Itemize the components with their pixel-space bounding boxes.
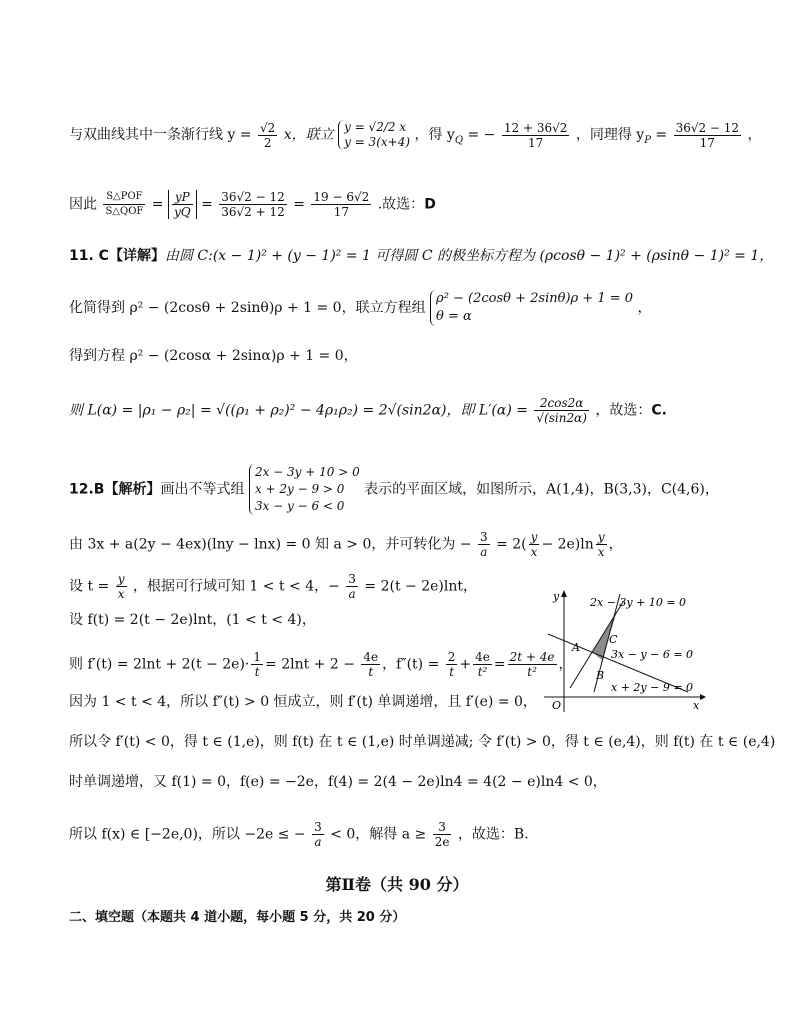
point-a-label: A: [572, 641, 580, 654]
x-axis-label: x: [693, 699, 700, 712]
fraction: $\frac{36√2 - 12}{17}$: [675, 120, 740, 150]
fraction: $\frac{2\cos 2\alpha}{√(\sin 2\alpha)}$: [536, 396, 587, 425]
fraction: $\frac{4e}{t}$: [363, 650, 379, 679]
fraction: $\frac{3}{a}$: [314, 820, 322, 849]
question-number: 11. C【详解】: [69, 248, 165, 264]
line-4: 化简得到 ρ² − (2cosθ + 2sinθ)ρ + 1 = 0，联立方程组 ρ² − (2cosθ + 2sinθ)ρ + 1 = 0 θ = α ，: [69, 291, 652, 324]
absolute-value: [168, 190, 197, 219]
line-8: 由 3x + a(2y − 4ex)(lny − lnx) = 0 知 a > 0，并可转化为 − $\frac{3}{a}$ = 2( $\frac{y}{x}$ − 2e)ln $\frac{y}{x}$ ，: [69, 530, 623, 559]
y-axis-arrow: [561, 590, 567, 597]
part-title: 第Ⅱ卷（共 90 分）: [325, 875, 469, 894]
fraction: $\frac{y}{x}$: [117, 572, 125, 601]
line-13: 所以令 f′(t) < 0，得 t ∈ (1,e)，则 f(t) 在 t ∈ (1,e) 时单调递减; 令 f′(t) > 0，得 t ∈ (e,4)，则 f(t) 在 t ∈ (e,4): [69, 734, 776, 750]
fraction: $\frac{3}{a}$: [480, 530, 488, 559]
fraction: $\frac{2}{t}$: [447, 650, 456, 679]
answer-label: C.: [651, 402, 667, 419]
fraction: $\frac{2t + 4e}{\text{t²}}$: [509, 650, 555, 679]
equation-system: 2x − 3y + 10 > 0 x + 2y − 9 > 0 3x − y − 6 < 0: [249, 464, 360, 515]
line-15: 所以 f(x) ∈ [−2e,0)，所以 −2e ≤ − $\frac{3}{a}$ < 0，解得 a ≥ $\frac{3}{2e}$ ，故选：B.: [69, 820, 529, 849]
line-label-1: 2x − 3y + 10 = 0: [590, 596, 687, 609]
fraction: $\frac{1}{t}$: [253, 650, 262, 679]
fraction: $\frac{√2}{2}$: [260, 120, 276, 150]
line-label-3: x + 2y − 9 = 0: [611, 681, 694, 694]
line-11: 则 f′(t) = 2lnt + 2(t − 2e)· $\frac{1}{t}$ = 2lnt + 2 − $\frac{4e}{t}$ ，f″(t) = $\frac{2}{t}$ + $\frac{4e}{\text{t²}}$ = $\frac{2t + 4e}{\text{t²}}$ ，: [69, 650, 573, 679]
line-6: 则 L(α) = |ρ₁ − ρ₂| = √((ρ₁ + ρ₂)² − 4ρ₁ρ₂) = 2√(sin2α)，即 L′(α) = $\frac{2\cos 2\alpha}{√(\sin 2\alpha)}$ ，故选：C.: [69, 396, 667, 425]
feasible-region-figure: [540, 588, 710, 718]
section-heading: 二、填空题（本题共 4 道小题，每小题 5 分，共 20 分）: [69, 910, 406, 925]
line-5: 得到方程 ρ² − (2cosα + 2sinα)ρ + 1 = 0，: [69, 348, 358, 364]
point-b-label: B: [596, 669, 605, 682]
point-c-label: C: [609, 633, 618, 646]
fraction: $\frac{yP}{yQ}$: [173, 190, 191, 219]
fraction: $\frac{36√2 - 12}{36√2 + 12}$: [221, 190, 285, 219]
origin-label: O: [552, 699, 562, 712]
line-3: 11. C【详解】由圆 C:(x − 1)² + (y − 1)² = 1 可得圆 C 的极坐标方程为 (ρcosθ − 1)² + (ρsinθ − 1)² = 1，: [69, 248, 774, 264]
fraction: $\frac{\text{S△POF}}{\text{S△QOF}}$: [105, 191, 144, 217]
line-label-2: 3x − y − 6 = 0: [611, 648, 694, 661]
line-7: 12.B【解析】画出不等式组 2x − 3y + 10 > 0 x + 2y − 9 > 0 3x − y − 6 < 0 表示的平面区域，如图所示，A(1,4)，B(3,3)，C(4,6)，: [69, 465, 719, 513]
fraction: $\frac{y}{x}$: [530, 530, 538, 559]
fraction: $\frac{y}{x}$: [597, 530, 605, 559]
y-axis-label: y: [553, 590, 560, 603]
line-2: 因此 $\frac{\text{S△POF}}{\text{S△QOF}}$ = $\frac{yP}{yQ}$ = $\frac{36√2 - 12}{36√2 + 12}$ = $\frac{19 - 6√2}{17}$ .故选：D: [69, 190, 436, 219]
line-12: 因为 1 < t < 4，所以 f″(t) > 0 恒成立，则 f′(t) 单调递增，且 f′(e) = 0，: [69, 694, 537, 710]
equation-system: ρ² − (2cosθ + 2sinθ)ρ + 1 = 0 θ = α: [430, 290, 633, 326]
fraction: $\frac{12 + 36√2}{17}$: [503, 120, 568, 150]
line-9: 设 t = $\frac{y}{x}$ ，根据可行域可知 1 < t < 4，− $\frac{3}{a}$ = 2(t − 2e)lnt，: [69, 572, 477, 601]
question-number: 12.B【解析】: [69, 481, 161, 498]
x-axis-arrow: [700, 694, 706, 700]
fraction: $\frac{4e}{\text{t²}}$: [475, 650, 490, 679]
equation-system: y = √2/2 x y = 3(x+4): [338, 120, 410, 150]
fraction: $\frac{19 - 6√2}{17}$: [313, 190, 370, 219]
answer-label: D: [424, 196, 436, 213]
fraction: $\frac{3}{a}$: [348, 572, 356, 601]
line-10: 设 f(t) = 2(t − 2e)lnt，(1 < t < 4)，: [69, 612, 316, 628]
line-1: 与双曲线其中一条渐行线 y = $\frac{√2}{2}$ x，联立 y = √2/2 x y = 3(x+4) ，得 $y_Q$ = − $\frac{12 + 36√2}{17}$ ，同理得 $y_P$ = $\frac{36√2 - 12}{17}$ ，: [69, 120, 762, 150]
line-14: 时单调递增，又 f(1) = 0，f(e) = −2e，f(4) = 2(4 − 2e)ln4 = 4(2 − e)ln4 < 0，: [69, 774, 607, 790]
fraction: $\frac{3}{2e}$: [434, 820, 450, 849]
